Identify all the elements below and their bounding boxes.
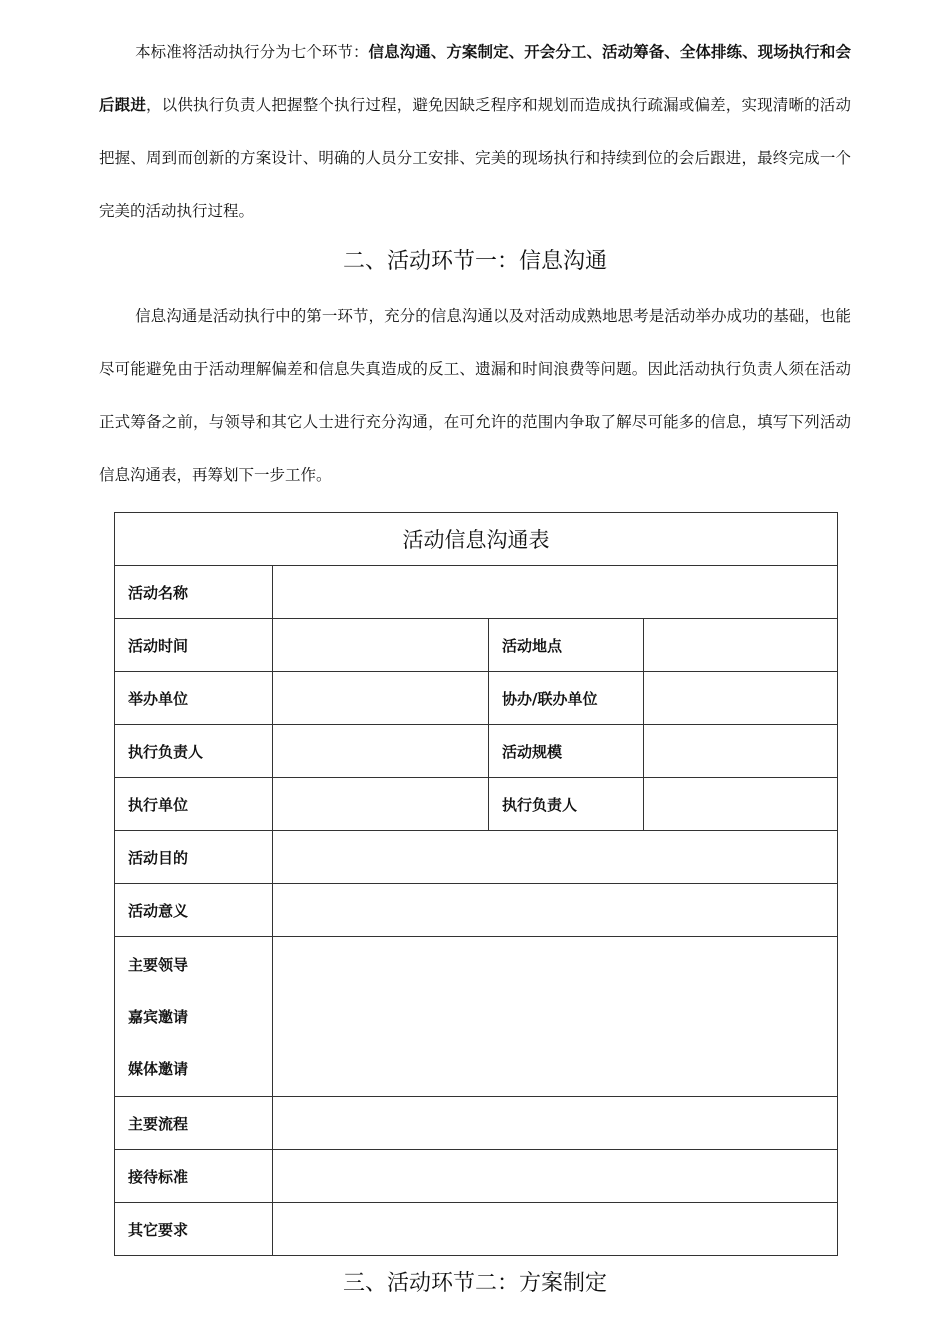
field-activity-scale[interactable] — [644, 725, 838, 778]
label-media-invitation: 媒体邀请 — [128, 1060, 189, 1078]
table-row — [115, 619, 838, 672]
field-exec-lead-2[interactable] — [644, 778, 838, 831]
table-row — [115, 831, 838, 884]
info-paragraph-text: 信息沟通是活动执行中的第一环节，充分的信息沟通以及对活动成熟地思考是活动举办成功的基础，也能尽可能避免由于活动理解偏差和信息失真造成的反工、遗漏和时间浪费等问题。因此活动执行负责人须在活动正式筹备之前，与领导和其它人士进行充分沟通，在可允许的范围内争取了解尽可能多的信息，填写下列活动信息沟通表，再筹划下一步工作。 — [99, 307, 851, 484]
label-invitations — [115, 937, 273, 1097]
table-row — [115, 725, 838, 778]
table-row — [115, 884, 838, 937]
label-activity-time: 活动时间 — [115, 619, 273, 672]
field-activity-purpose[interactable] — [273, 831, 838, 884]
field-activity-place[interactable] — [644, 619, 838, 672]
field-host-unit[interactable] — [273, 672, 489, 725]
table-title: 活动信息沟通表 — [115, 513, 838, 566]
label-co-host-unit: 协办/联办单位 — [489, 672, 644, 725]
table-row — [115, 566, 838, 619]
field-co-host-unit[interactable] — [644, 672, 838, 725]
intro-lead: 本标准将活动执行分为七个环节： — [135, 43, 369, 61]
field-exec-unit[interactable] — [273, 778, 489, 831]
label-activity-scale: 活动规模 — [489, 725, 644, 778]
field-activity-time[interactable] — [273, 619, 489, 672]
intro-rest: ，以供执行负责人把握整个执行过程，避免因缺乏程序和规划而造成执行疏漏或偏差，实现清晰的活动把握、周到而创新的方案设计、明确的人员分工安排、完美的现场执行和持续到位的会后跟进，最终完成一个完美的活动执行过程。 — [99, 96, 851, 220]
label-main-flow: 主要流程 — [115, 1097, 273, 1150]
field-reception-standard[interactable] — [273, 1150, 838, 1203]
label-other-requirements: 其它要求 — [115, 1203, 273, 1256]
field-main-flow[interactable] — [273, 1097, 838, 1150]
label-activity-place: 活动地点 — [489, 619, 644, 672]
section-heading-plan: 三、活动环节二：方案制定 — [342, 1271, 607, 1296]
field-exec-lead[interactable] — [273, 725, 489, 778]
field-invitations[interactable] — [273, 937, 838, 1097]
label-activity-purpose: 活动目的 — [115, 831, 273, 884]
info-paragraph — [99, 290, 851, 502]
field-other-requirements[interactable] — [273, 1203, 838, 1256]
label-activity-meaning: 活动意义 — [115, 884, 273, 937]
table-row — [115, 778, 838, 831]
section-heading-info: 二、活动环节一：信息沟通 — [342, 249, 607, 274]
table-row — [115, 1150, 838, 1203]
label-exec-lead: 执行负责人 — [115, 725, 273, 778]
table-row — [115, 937, 838, 1097]
label-host-unit: 举办单位 — [115, 672, 273, 725]
table-row — [115, 513, 838, 566]
field-activity-meaning[interactable] — [273, 884, 838, 937]
label-reception-standard: 接待标准 — [115, 1150, 273, 1203]
intro-steps: 信息沟通、方案制定、开会分工、活动筹备、全体排练、现场执行和会后跟进 — [99, 43, 851, 114]
field-activity-name[interactable] — [273, 566, 838, 619]
label-guest-invitation: 嘉宾邀请 — [128, 1008, 189, 1026]
intro-paragraph — [99, 26, 851, 238]
label-activity-name: 活动名称 — [115, 566, 273, 619]
label-main-leaders: 主要领导 — [128, 956, 189, 974]
table-row — [115, 1097, 838, 1150]
table-row — [115, 672, 838, 725]
table-row — [115, 1203, 838, 1256]
label-exec-unit: 执行单位 — [115, 778, 273, 831]
activity-info-table — [114, 512, 838, 1256]
label-exec-lead-2: 执行负责人 — [489, 778, 644, 831]
